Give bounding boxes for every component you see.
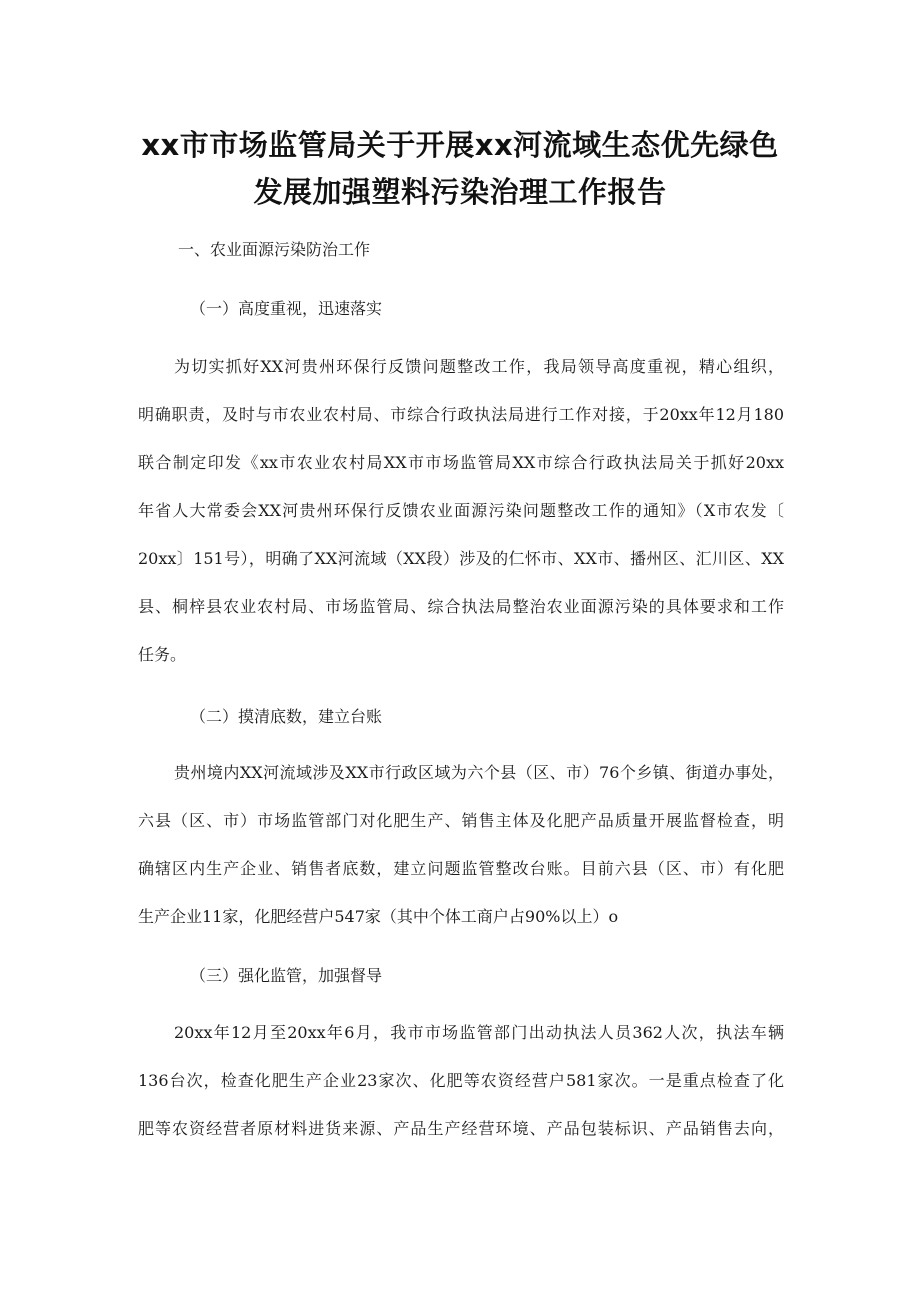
document-title-line-2: 发展加强塑料污染治理工作报告 [253, 175, 667, 209]
paragraph-line: 肥等农资经营者原材料进货来源、产品生产经营环境、产品包装标识、产品销售去向， [138, 1119, 784, 1138]
paragraph-line: 联合制定印发《xx市农业农村局XX市市场监管局XX市综合行政执法局关于抓好20xx [138, 453, 784, 472]
paragraph-line: 贵州境内XX河流域涉及XX市行政区域为六个县（区、市）76个乡镇、街道办事处， [174, 763, 784, 782]
paragraph-line: 20xx年12月至20xx年6月，我市市场监管部门出动执法人员362人次，执法车辆 [174, 1023, 784, 1042]
paragraph-line: 136台次，检查化肥生产企业23家次、化肥等农资经营户581家次。一是重点检查了化 [138, 1071, 784, 1090]
section-heading: 一、农业面源污染防治工作 [178, 240, 371, 259]
paragraph-line: 明确职责，及时与市农业农村局、市综合行政执法局进行工作对接，于20xx年12月180 [138, 405, 784, 424]
paragraph-line: 确辖区内生产企业、销售者底数，建立问题监管整改台账。目前六县（区、市）有化肥 [138, 859, 784, 878]
paragraph-line: 六县（区、市）市场监管部门对化肥生产、销售主体及化肥产品质量开展监督检查，明 [138, 811, 784, 830]
paragraph-line: 为切实抓好XX河贵州环保行反馈问题整改工作，我局领导高度重视，精心组织， [174, 357, 784, 376]
paragraph-3 [138, 1021, 784, 1165]
paragraph-line: 20xx〕151号），明确了XX河流域（XX段）涉及的仁怀市、XX市、播州区、汇川区、XX [138, 549, 784, 568]
paragraph-line: 县、桐梓县农业农村局、市场监管局、综合执法局整治农业面源污染的具体要求和工作 [138, 597, 784, 616]
paragraph-line: 生产企业11家，化肥经营户547家（其中个体工商户占90%以上）o [138, 907, 619, 926]
subsection-heading-1: （一）高度重视，迅速落实 [190, 299, 383, 318]
paragraph-line: 年省人大常委会XX河贵州环保行反馈农业面源污染问题整改工作的通知》（X市农发〔 [138, 501, 784, 520]
paragraph-1 [138, 355, 784, 691]
paragraph-2 [138, 761, 784, 953]
subsection-heading-2: （二）摸清底数，建立台账 [190, 707, 383, 726]
paragraph-line: 任务。 [138, 645, 187, 664]
subsection-heading-3: （三）强化监管，加强督导 [190, 966, 383, 985]
document-title-line-1: xx市市场监管局关于开展xx河流域生态优先绿色 [141, 128, 779, 162]
